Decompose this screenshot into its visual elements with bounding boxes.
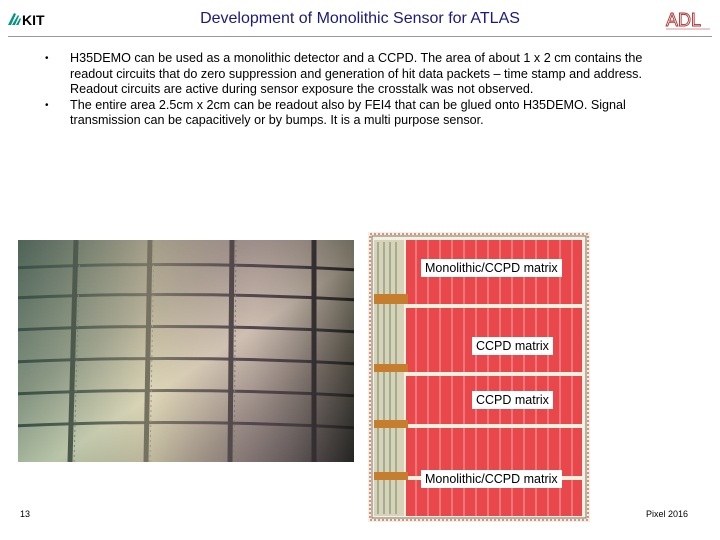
chip-label-middle-upper: CCPD matrix <box>472 337 553 355</box>
slide-title: Development of Monolithic Sensor for ATLAS <box>200 10 520 27</box>
title-divider <box>8 36 712 37</box>
bullet-item <box>44 51 684 98</box>
kit-logo-text: KIT <box>22 12 45 28</box>
title-bar <box>0 0 720 37</box>
chip-label-top: Monolithic/CCPD matrix <box>421 259 562 277</box>
bullet-text: H35DEMO can be used as a monolithic detector and a CCPD. The area of about 1 x 2 cm contains the readout circuits that do zero suppression and generation of hit data packets – time stamp and address. Readout circuits are active during sensor exposure the crosstalk was not observed. <box>70 51 643 97</box>
bullet-marker: • <box>45 53 49 64</box>
bullet-marker: • <box>45 99 49 111</box>
chip-label-bottom: Monolithic/CCPD matrix <box>421 470 562 488</box>
wafer-photo <box>18 240 354 462</box>
bullet-item <box>44 98 684 129</box>
adl-logo <box>664 8 712 32</box>
kit-logo <box>6 9 50 29</box>
page-number: 13 <box>20 509 31 519</box>
adl-logo-text: ADL <box>666 10 702 30</box>
footer-event-label: Pixel 2016 <box>646 509 689 519</box>
chip-label-middle-lower: CCPD matrix <box>472 391 553 409</box>
bullet-list <box>44 51 684 129</box>
bullet-text: The entire area 2.5cm x 2cm can be readout also by FEI4 that can be glued onto H35DEMO. Signal transmission can be capacitively or by bumps. It is a multi purpose sensor. <box>70 97 626 128</box>
